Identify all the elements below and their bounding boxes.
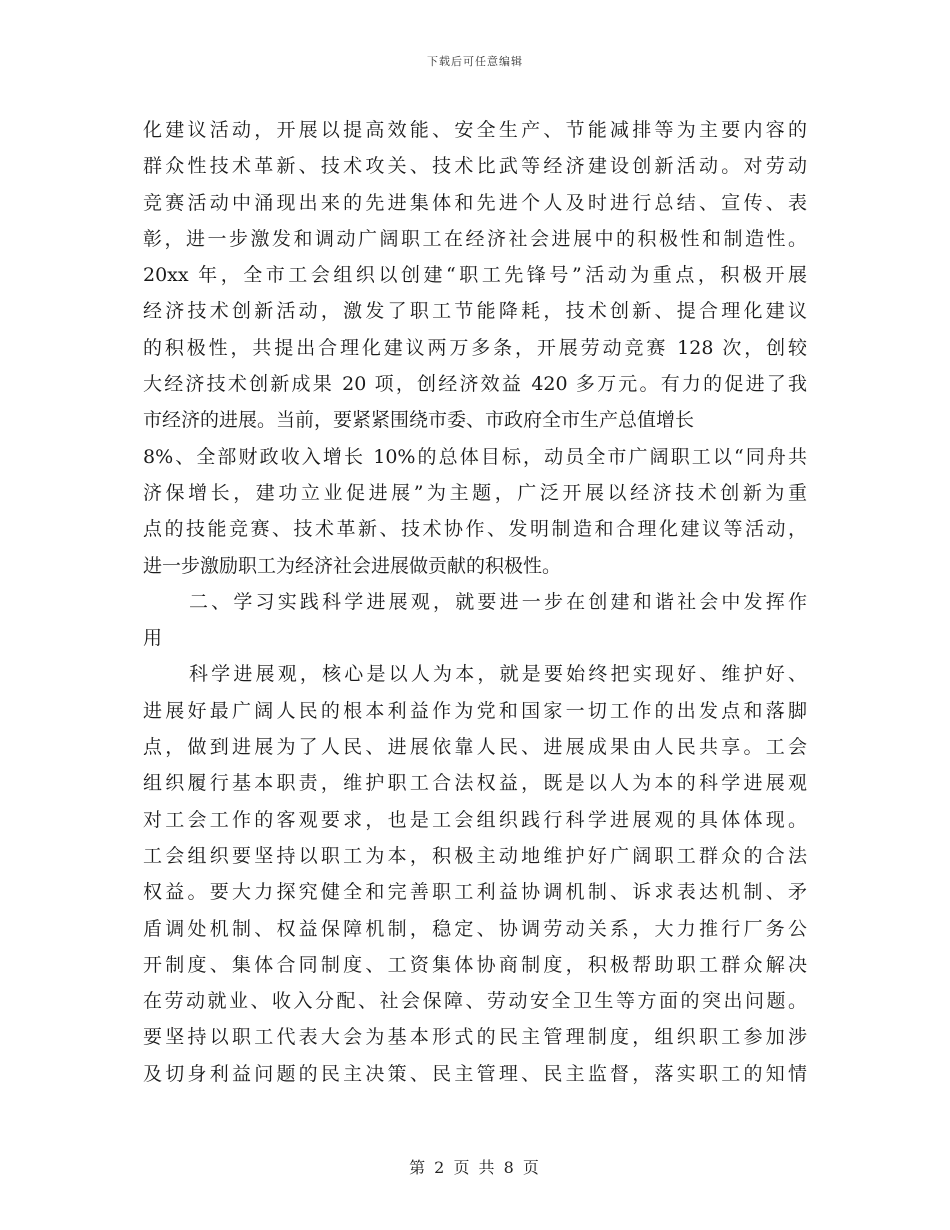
text-line: 对工会工作的客观要求，也是工会组织践行科学进展观的具体体现。 bbox=[143, 808, 807, 831]
text-line: 及切身利益问题的民主决策、民主管理、民主监督，落实职工的知情 bbox=[143, 1062, 807, 1085]
page-header: 下载后可任意编辑 bbox=[427, 55, 523, 68]
text-line: 20xx 年，全市工会组织以创建“职工先锋号”活动为重点，积极开展 bbox=[143, 264, 807, 287]
text-line: 科学进展观，核心是以人为本，就是要始终把实现好、维护好、 bbox=[189, 663, 807, 686]
text-line: 竞赛活动中涌现出来的先进集体和先进个人及时进行总结、宣传、表 bbox=[143, 191, 807, 214]
text-line: 要坚持以职工代表大会为基本形式的民主管理制度，组织职工参加涉 bbox=[143, 1026, 807, 1049]
text-line: 大经济技术创新成果 20 项，创经济效益 420 多万元。有力的促进了我 bbox=[143, 373, 807, 396]
text-line: 群众性技术革新、技术攻关、技术比武等经济建设创新活动。对劳动 bbox=[143, 155, 807, 178]
text-line: 彰，进一步激发和调动广阔职工在经济社会进展中的积极性和制造性。 bbox=[143, 227, 807, 250]
text-line: 化建议活动，开展以提高效能、安全生产、节能减排等为主要内容的 bbox=[143, 119, 807, 141]
text-line: 开制度、集体合同制度、工资集体协商制度，积极帮助职工群众解决 bbox=[143, 953, 807, 976]
text-line: 组织履行基本职责，维护职工合法权益，既是以人为本的科学进展观 bbox=[143, 772, 807, 795]
section-heading-line: 二、学习实践科学进展观，就要进一步在创建和谐社会中发挥作 bbox=[189, 590, 807, 613]
text-line: 的积极性，共提出合理化建议两万多条，开展劳动竞赛 128 次，创较 bbox=[143, 336, 807, 359]
text-line: 在劳动就业、收入分配、社会保障、劳动安全卫生等方面的突出问题。 bbox=[143, 990, 807, 1013]
text-line: 盾调处机制、权益保障机制，稳定、协调劳动关系，大力推行厂务公 bbox=[143, 917, 807, 940]
text-line: 进一步激励职工为经济社会进展做贡献的积极性。 bbox=[143, 554, 562, 577]
text-line: 权益。要大力探究健全和完善职工利益协调机制、诉求表达机制、矛 bbox=[143, 881, 807, 904]
document-body bbox=[143, 112, 807, 1092]
text-line: 8%、全部财政收入增长 10%的总体目标，动员全市广阔职工以“同舟共 bbox=[143, 445, 807, 468]
text-line: 济保增长，建功立业促进展”为主题，广泛开展以经济技术创新为重 bbox=[143, 481, 807, 504]
text-line: 经济技术创新活动，激发了职工节能降耗，技术创新、提合理化建议 bbox=[143, 300, 807, 323]
text-line: 点的技能竞赛、技术革新、技术协作、发明制造和合理化建议等活动， bbox=[143, 518, 807, 541]
text-line: 工会组织要坚持以职工为本，积极主动地维护好广阔职工群众的合法 bbox=[143, 844, 807, 867]
section-heading-line: 用 bbox=[143, 627, 163, 650]
text-line: 点，做到进展为了人民、进展依靠人民、进展成果由人民共享。工会 bbox=[143, 736, 807, 759]
text-line: 市经济的进展。当前，要紧紧围绕市委、市政府全市生产总值增长 bbox=[143, 409, 695, 432]
page-footer: 第 2 页 共 8 页 bbox=[409, 1158, 541, 1177]
text-line: 进展好最广阔人民的根本利益作为党和国家一切工作的出发点和落脚 bbox=[143, 699, 807, 722]
